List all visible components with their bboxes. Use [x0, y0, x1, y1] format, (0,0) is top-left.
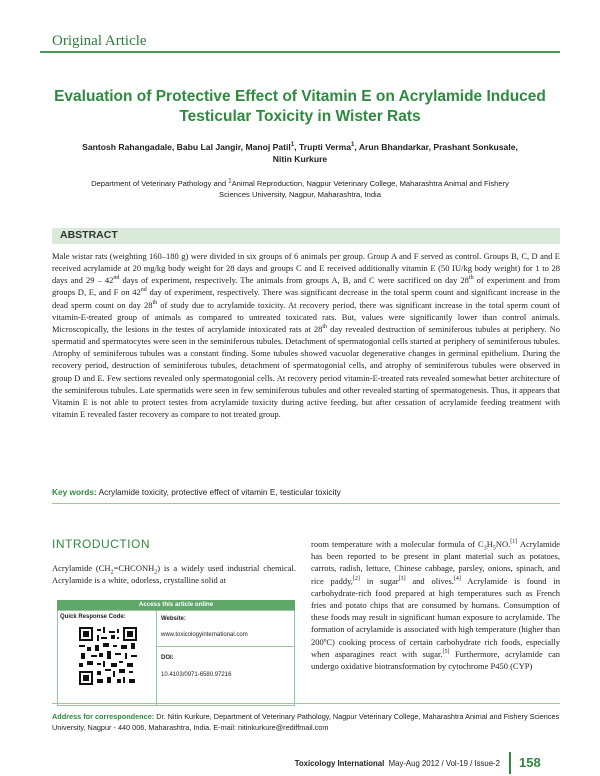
author-list: Santosh Rahangadale, Babu Lal Jangir, Manoj Patil$^1$, Trupti Verma$^1$, Arun Bhandarkar, Prashant Sonkusale, Nitin Kurkure — [82, 142, 518, 164]
keywords — [52, 487, 560, 497]
author: Arun Bhandarkar — [358, 142, 429, 152]
author: Santosh Rahangadale — [82, 142, 172, 152]
section-label: Original Article — [52, 33, 147, 49]
author-affil-mark: 1 — [290, 142, 295, 149]
author: Nitin Kurkure — [272, 154, 328, 164]
footer-citation — [150, 759, 500, 768]
introduction-heading: INTRODUCTION — [52, 537, 150, 551]
correspondence-label: Address for correspondence: — [52, 712, 155, 721]
correspondence-address: Address for correspondence: Dr. Nitin Kurkure, Department of Veterinary Pathology, Nagpur Veterinary College, Maharashtra Animal and Fishery Sciences University, Nagpur - 440 006, Maharashtra, India. E-mail: nitinkurkure@rediffmail.com — [52, 712, 560, 732]
page-number-divider — [509, 752, 511, 774]
title-line-1: Evaluation of Protective Effect of Vitamin E on Acrylamide Induced — [54, 88, 546, 105]
keywords-rule — [52, 503, 560, 504]
keywords-text: Acrylamide toxicity, protective effect of vitamin E, testicular toxicity — [98, 487, 341, 497]
author: Prashant Sonkusale — [433, 142, 516, 152]
author: Trupti Verma — [298, 142, 352, 152]
issue-info: May-Aug 2012 / Vol-19 / Issue-2 — [388, 759, 500, 768]
abstract-heading: ABSTRACT — [60, 229, 118, 241]
keywords-label: Key words: — [52, 487, 97, 497]
title-line-2: Testicular Toxicity in Wister Rats — [179, 108, 421, 125]
page-number: 158 — [519, 755, 541, 770]
introduction-right-text: room temperature with a molecular formula of $C_3H_5NO.[1]$ Acrylamide has been reported to be present in plant material such as potatoes, carrots, radish, lettuce, Chinese cabbage, parsley, onions, spinach, and rice paddy,[2] in sugar[3] and olives.[4] Acrylamide is found in carbohydrate-rich food prepared at high temperatures such as French fries and potato chips that are consumed by humans. Consumption of these foods may result in significant human exposure to acrylamide. The formation of acrylamide is associated with high temperature (higher than 200ºC) cooking process of certain carbohydrate rich foods, especially when asparagines react with sugar.[5] Furthermore, acrylamide can undergo oxidative biotransformation by cytochrome P450 (CYP) — [311, 539, 560, 672]
journal-name: Toxicology International — [294, 759, 385, 768]
doi-label: DOI: — [161, 655, 174, 661]
qr-code-icon[interactable] — [79, 627, 137, 685]
website-link[interactable]: www.toxicologyinternational.com — [161, 632, 248, 638]
article-title — [45, 87, 555, 127]
abstract-heading-bar — [52, 228, 560, 244]
access-box-divider — [156, 610, 157, 705]
introduction-left-text: Acrylamide $(CH_2=CHCONH_2)$ is a widely used industrial chemical. Acrylamide is a white, odorless, crystalline solid at — [52, 563, 296, 586]
correspondence-rule — [52, 703, 560, 704]
author-affil-mark: 1 — [351, 142, 355, 149]
header-rule — [40, 51, 560, 53]
qr-label: Quick Response Code: — [60, 614, 126, 620]
doi-link[interactable]: 10.4103/0971-6580.97216 — [161, 672, 232, 678]
abstract-body: Male wistar rats (weighting 160–180 g) were divided in six groups of 6 animals per group. Group A and F served as control. Groups B, C, D and E received acrylamide at 20 mg/kg body weight for 28 days and groups C and E received additionally vitamin E (50 IU/kg body weight) for 1 to 28 days and 29 – 42nd days of experiment, respectively. The animals from groups A, B, and C were sacrificed on day 28th of experiment and from groups D, E, and F on 42nd day of experiment, respectively. There was significant decrease in the total sperm count and significant increase in the dead sperm count on day 28th of study due to acrylamide toxicity. At recovery period, there was significant increase in the total sperm count of vitamin-E-treated group of animals as compared to untreated toxicated rats. But, values were significantly lower than control animals. Microscopically, the lesions in the testes of acrylamide intoxicated rats at 28th day revealed destruction of seminiferous tubules at periphery. No spermatid and spermatocytes were seen in the seminiferous tubules. Detachment of spermatogonial cells started at periphery of seminiferous tubules. Atrophy of seminiferous tubules was a constant finding. Some tubules showed vacuolar degenerative changes in germinal epithelium. During the recovery period, destruction of seminiferous tubules, detachment of spermatogonial cells, and atrophy of seminiferous tubules were observed in group D and E. Few sections revealed only spermatogonial cells. At recovery period vitamin-E-treated rats revealed somewhat better architecture of the seminiferous tubules. Late spermatids were seen in few seminiferous tubules and other revealed starting of spermatogenesis. Thus, it appears that Vitamin E is not able to protect testes from acrylamide toxicity during active feeding, but after cessation of acrylamide feeding treatment with vitamin E revealed faster recovery as compare to not treated group. — [52, 251, 561, 420]
website-label: Website: — [161, 616, 186, 622]
access-box-header: Access this article online — [57, 600, 295, 610]
author: Manoj Patil — [245, 142, 291, 152]
access-box-divider — [157, 646, 294, 647]
affiliation: Department of Veterinary Pathology and $^1$Animal Reproduction, Nagpur Veterinary College, Maharashtra Animal and Fishery Sciences University, Nagpur, Maharashtra, India — [91, 178, 509, 199]
author: Babu Lal Jangir — [176, 142, 241, 152]
